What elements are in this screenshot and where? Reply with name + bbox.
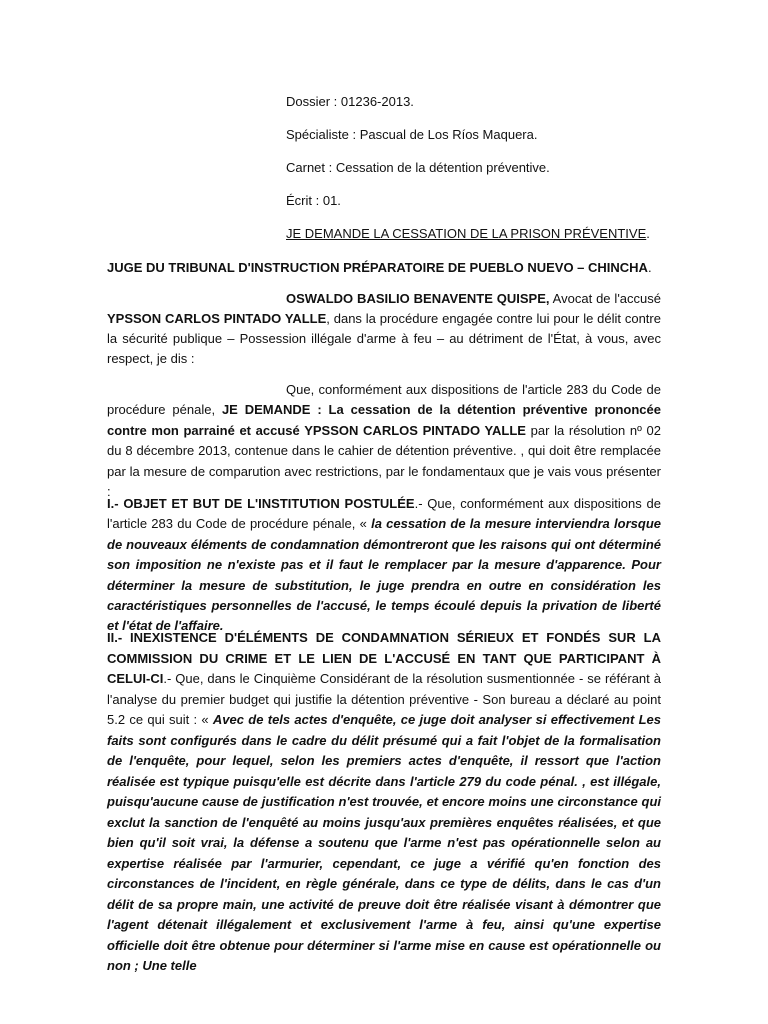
section-1-quote: la cessation de la mesure interviendra lorsque de nouveaux éléments de condamnation démontreront que les raisons qui ont déterminé son imposition ne n'existe pas et il faut le remplacer par la mesure d'apparence. Pour déterminer la mesure de substitution, le juge prendra en outre en considération les caractéristiques personnelles de l'accusé, le temps écoulé depuis la privation de liberté et l'état de l'affaire. [107,516,661,634]
section-1 [107,494,661,637]
dossier-line: Dossier : 01236-2013. [286,94,414,109]
request-bold: JE DEMANDE : La cessation de la détention préventive prononcée contre mon parrainé et accusé YPSSON CARLOS PINTADO YALLE [107,402,661,438]
addressee-period: . [647,260,652,275]
section-2 [107,628,661,977]
request-title [286,224,650,244]
request-title-text: JE DEMANDE LA CESSATION DE LA PRISON PRÉVENTIVE [286,226,647,241]
writ-line: Écrit : 01. [286,193,341,208]
lawyer-role: Avocat de l'accusé [549,291,661,306]
section-2-heading: II.- INEXISTENCE D'ÉLÉMENTS DE CONDAMNATION SÉRIEUX ET FONDÉS SUR LA COMMISSION DU CRIME ET LE LIEN DE L'ACCUSÉ EN TANT QUE PARTICIPANT À CELUI-CI [107,630,661,686]
intro-paragraph [107,289,661,369]
request-title-period: . [646,226,650,241]
request-rest: par la résolution nº 02 du 8 décembre 2013, contenue dans le cahier de détention préventive. , qui doit être remplacée par la mesure de comparution avec restrictions, par le fondamentaux que je vais vous présenter : [107,422,661,500]
addressee-text: JUGE DU TRIBUNAL D'INSTRUCTION PRÉPARATOIRE DE PUEBLO NUEVO – CHINCHA [107,260,648,275]
accused-name: YPSSON CARLOS PINTADO YALLE [107,311,327,326]
section-2-lead: .- Que, dans le Cinquième Considérant de la résolution susmentionnée - se référant à l'analyse du premier budget qui justifie la détention préventive - Son bureau a déclaré au point 5.2 ce qui suit : « [107,671,661,727]
request-paragraph [107,380,661,502]
section-1-heading: I.- OBJET ET BUT DE L'INSTITUTION POSTULÉE [107,496,415,511]
section-2-quote: Avec de tels actes d'enquête, ce juge doit analyser si effectivement Les faits sont configurés dans le cadre du délit présumé qui a fait l'objet de la formalisation de l'enquête, pour lequel, selon les premiers actes d'enquête, il ressort que l'action réalisée est typique puisqu'elle est décrite dans l'article 279 du code pénal. , est illégale, puisqu'aucune cause de justification n'est trouvée, et encore moins une circonstance qui exclut la sanction de l'enquêté au moins jusqu'aux premières enquêtes réalisées, et que bien qu'il soit vrai, la défense a soutenu que l'arme n'est pas opérationnelle selon au expertise réalisée par l'armurier, cependant, ce juge a vérifié qu'en fonction des circonstances de l'incident, en règle générale, dans ce type de délits, dans le cas d'un délit de sa propre main, une activité de preuve doit être réalisée visant à démontrer que l'agent détenait illégalement et exclusivement l'arme à feu, ainsi qu'une expertise officielle doit être obtenue pour déterminer si l'arme mise en cause est opérationnelle ou non ; Une telle [107,712,661,973]
specialist-line: Spécialiste : Pascual de Los Ríos Maquera. [286,127,538,142]
lawyer-name: OSWALDO BASILIO BENAVENTE QUISPE, [286,291,550,306]
request-lead: Que, conformément aux dispositions de l'article 283 du Code de procédure pénale, [107,382,661,418]
intro-rest: , dans la procédure engagée contre lui pour le délit contre la sécurité publique – Possession illégale d'arme à feu – au détriment de l'État, à vous, avec respect, je dis : [107,311,661,366]
carnet-line: Carnet : Cessation de la détention préventive. [286,160,550,175]
section-1-lead: .- Que, conformément aux dispositions de l'article 283 du Code de procédure pénale, « [107,496,661,532]
addressee [107,258,661,278]
